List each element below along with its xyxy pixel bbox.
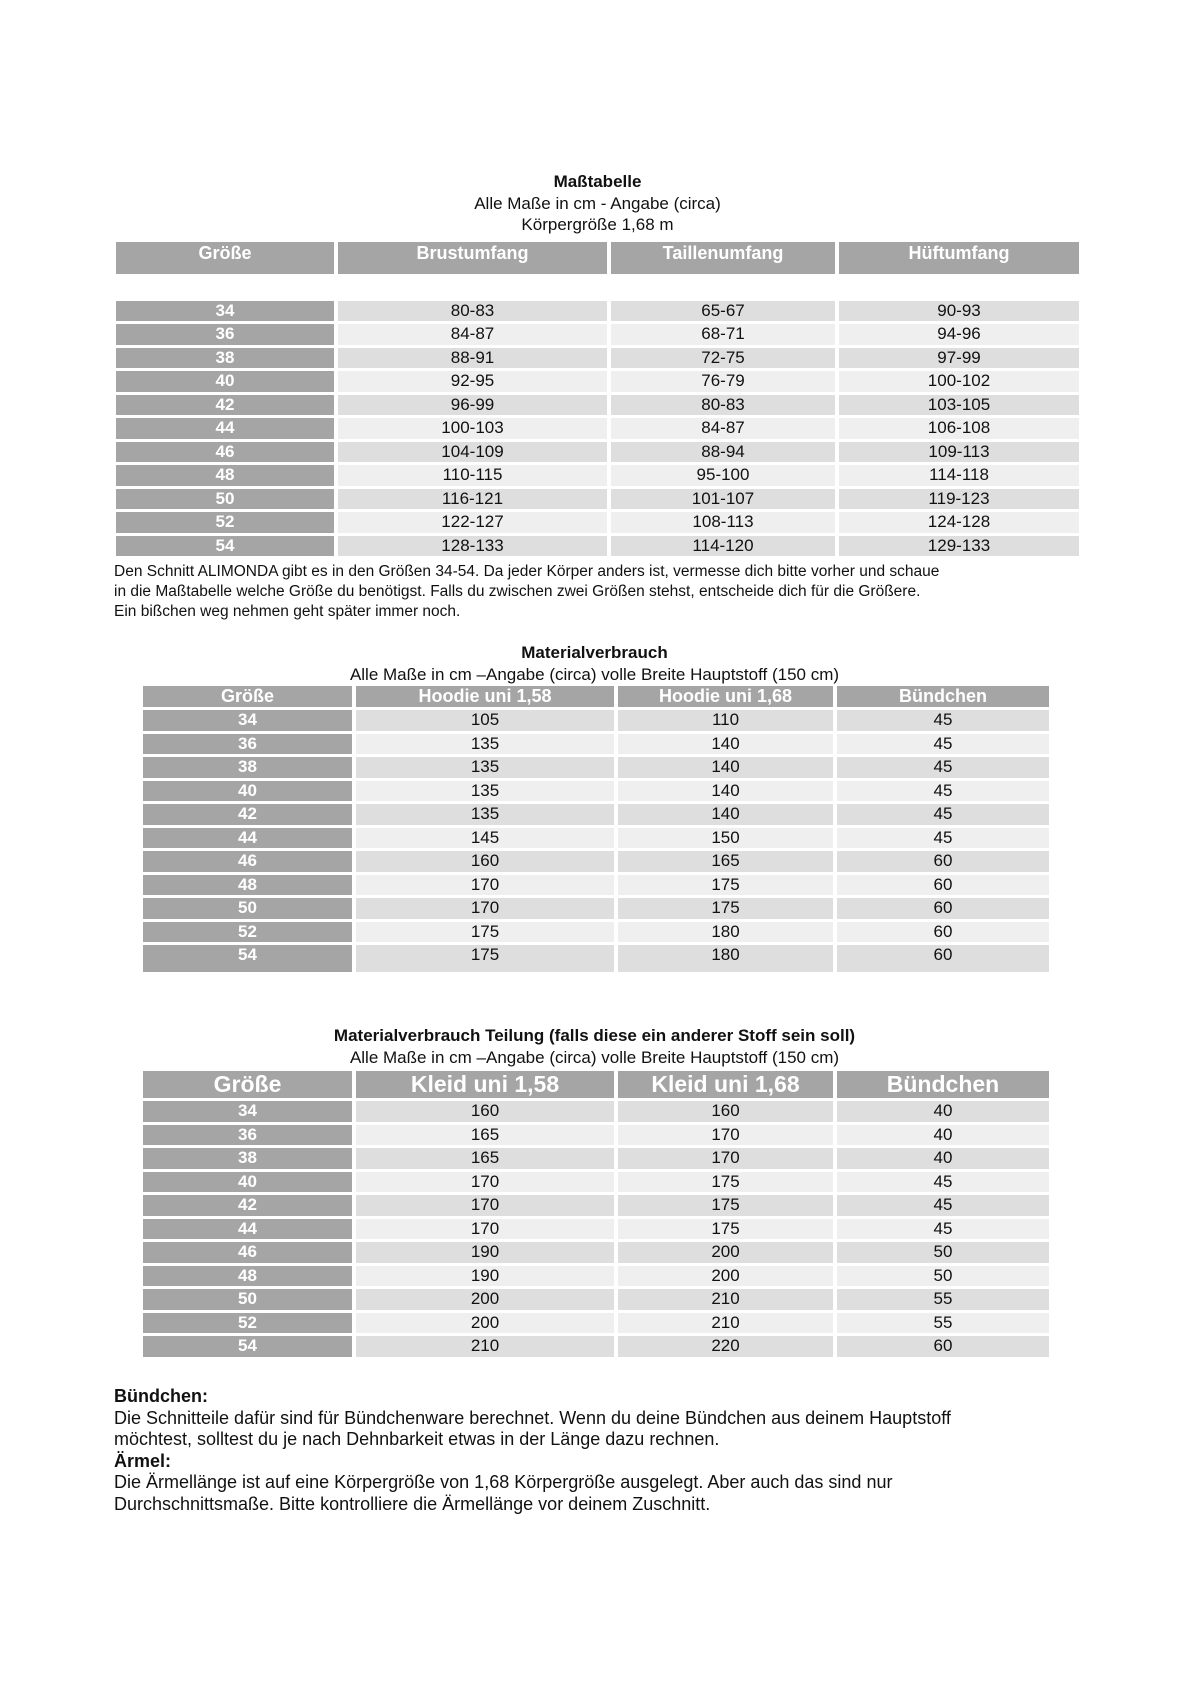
value-cell: 220	[618, 1336, 833, 1357]
value-cell: 88-94	[611, 442, 835, 463]
size-cell: 50	[143, 898, 352, 919]
value-cell: 55	[837, 1313, 1049, 1334]
table-row	[143, 875, 1049, 896]
value-cell: 68-71	[611, 324, 835, 345]
column-header: Kleid uni 1,58	[356, 1071, 614, 1098]
value-cell: 170	[356, 875, 614, 896]
value-cell: 119-123	[839, 489, 1079, 510]
value-cell: 170	[356, 1172, 614, 1193]
size-table-subtitle-height: Körpergröße 1,68 m	[521, 215, 674, 234]
size-cell: 52	[143, 922, 352, 943]
value-cell: 170	[356, 1195, 614, 1216]
column-header: Brustumfang	[338, 242, 607, 274]
value-cell: 124-128	[839, 512, 1079, 533]
value-cell: 80-83	[338, 301, 607, 322]
intro-line: Ein bißchen weg nehmen geht später immer noch.	[114, 603, 461, 620]
value-cell: 160	[356, 851, 614, 872]
table-row	[143, 1148, 1049, 1169]
sleeves-text-line: Durchschnittsmaße. Bitte kontrolliere die Ärmellänge vor deinem Zuschnitt.	[114, 1493, 711, 1514]
value-cell: 103-105	[839, 395, 1079, 416]
table-row	[143, 828, 1049, 849]
size-cell: 46	[143, 851, 352, 872]
table-row	[143, 710, 1049, 731]
material-table-title: Materialverbrauch	[521, 643, 668, 662]
material-table-subtitle: Alle Maße in cm –Angabe (circa) volle Breite Hauptstoff (150 cm)	[349, 665, 840, 684]
value-cell: 40	[837, 1125, 1049, 1146]
value-cell: 45	[837, 734, 1049, 755]
value-cell: 104-109	[338, 442, 607, 463]
table-row	[116, 324, 1079, 345]
size-cell: 54	[116, 536, 334, 557]
size-cell: 48	[116, 465, 334, 486]
value-cell: 145	[356, 828, 614, 849]
value-cell: 108-113	[611, 512, 835, 533]
division-table-heading	[139, 1025, 1050, 1068]
column-header: Bündchen	[837, 686, 1049, 707]
column-header: Taillenumfang	[611, 242, 835, 274]
value-cell: 101-107	[611, 489, 835, 510]
size-table-heading	[112, 171, 1083, 235]
size-cell: 48	[143, 1266, 352, 1287]
table-row	[116, 348, 1079, 369]
value-cell: 60	[837, 875, 1049, 896]
value-cell: 140	[618, 734, 833, 755]
table-row	[143, 1125, 1049, 1146]
table-row	[143, 1289, 1049, 1310]
value-cell: 65-67	[611, 301, 835, 322]
value-cell: 165	[618, 851, 833, 872]
size-table-title: Maßtabelle	[553, 172, 642, 191]
value-cell: 160	[356, 1101, 614, 1122]
division-table-header-row	[143, 1071, 1049, 1098]
table-row	[143, 781, 1049, 802]
size-cell: 48	[143, 875, 352, 896]
cuffs-heading: Bündchen:	[114, 1386, 208, 1406]
size-table	[112, 239, 1083, 559]
table-row	[143, 804, 1049, 825]
table-row	[143, 922, 1049, 943]
value-cell: 135	[356, 757, 614, 778]
value-cell: 84-87	[611, 418, 835, 439]
value-cell: 170	[618, 1148, 833, 1169]
value-cell: 170	[356, 898, 614, 919]
header-spacer	[116, 277, 1079, 298]
value-cell: 180	[618, 922, 833, 943]
column-header: Hüftumfang	[839, 242, 1079, 274]
table-row	[143, 1266, 1049, 1287]
size-cell: 36	[143, 734, 352, 755]
size-cell: 42	[143, 804, 352, 825]
table-row	[143, 851, 1049, 872]
value-cell: 60	[837, 851, 1049, 872]
value-cell: 80-83	[611, 395, 835, 416]
table-row	[116, 442, 1079, 463]
table-row	[116, 301, 1079, 322]
table-row	[116, 371, 1079, 392]
size-cell: 52	[143, 1313, 352, 1334]
size-cell: 44	[143, 828, 352, 849]
division-table-title: Materialverbrauch Teilung (falls diese ein anderer Stoff sein soll)	[333, 1026, 856, 1045]
value-cell: 94-96	[839, 324, 1079, 345]
value-cell: 170	[618, 1125, 833, 1146]
column-header: Kleid uni 1,68	[618, 1071, 833, 1098]
value-cell: 40	[837, 1148, 1049, 1169]
value-cell: 175	[356, 922, 614, 943]
material-table-heading	[139, 642, 1050, 685]
value-cell: 97-99	[839, 348, 1079, 369]
value-cell: 190	[356, 1242, 614, 1263]
value-cell: 175	[356, 945, 614, 972]
value-cell: 175	[618, 875, 833, 896]
value-cell: 72-75	[611, 348, 835, 369]
value-cell: 114-120	[611, 536, 835, 557]
value-cell: 45	[837, 804, 1049, 825]
table-row	[143, 1336, 1049, 1357]
column-header: Größe	[143, 1071, 352, 1098]
size-cell: 34	[143, 710, 352, 731]
value-cell: 95-100	[611, 465, 835, 486]
size-cell: 38	[143, 757, 352, 778]
value-cell: 140	[618, 781, 833, 802]
value-cell: 45	[837, 757, 1049, 778]
table-row	[116, 418, 1079, 439]
value-cell: 100-102	[839, 371, 1079, 392]
value-cell: 105	[356, 710, 614, 731]
value-cell: 200	[356, 1289, 614, 1310]
size-cell: 40	[143, 1172, 352, 1193]
size-cell: 50	[116, 489, 334, 510]
table-row	[143, 1242, 1049, 1263]
table-row	[116, 489, 1079, 510]
value-cell: 175	[618, 1195, 833, 1216]
size-cell: 50	[143, 1289, 352, 1310]
value-cell: 55	[837, 1289, 1049, 1310]
table-row	[143, 1101, 1049, 1122]
sleeves-text-line: Die Ärmellänge ist auf eine Körpergröße von 1,68 Körpergröße ausgelegt. Aber auch das sind nur	[114, 1472, 893, 1492]
size-cell: 46	[143, 1242, 352, 1263]
intro-paragraph	[114, 562, 1094, 622]
size-cell: 34	[143, 1101, 352, 1122]
column-header: Hoodie uni 1,68	[618, 686, 833, 707]
value-cell: 45	[837, 1195, 1049, 1216]
size-cell: 38	[116, 348, 334, 369]
value-cell: 45	[837, 1172, 1049, 1193]
column-header: Bündchen	[837, 1071, 1049, 1098]
table-row	[143, 1195, 1049, 1216]
size-table-subtitle-units: Alle Maße in cm - Angabe (circa)	[474, 194, 721, 213]
value-cell: 116-121	[338, 489, 607, 510]
size-cell: 34	[116, 301, 334, 322]
table-row	[116, 536, 1079, 557]
size-cell: 46	[116, 442, 334, 463]
value-cell: 129-133	[839, 536, 1079, 557]
intro-line: in die Maßtabelle welche Größe du benötigst. Falls du zwischen zwei Größen stehst, entscheide dich für die Größere.	[114, 583, 921, 600]
size-cell: 42	[143, 1195, 352, 1216]
value-cell: 45	[837, 828, 1049, 849]
value-cell: 165	[356, 1148, 614, 1169]
value-cell: 50	[837, 1266, 1049, 1287]
value-cell: 210	[618, 1289, 833, 1310]
size-cell: 40	[116, 371, 334, 392]
column-header: Größe	[116, 242, 334, 274]
material-table-header-row	[143, 686, 1049, 707]
value-cell: 60	[837, 898, 1049, 919]
size-cell: 38	[143, 1148, 352, 1169]
value-cell: 96-99	[338, 395, 607, 416]
value-cell: 110	[618, 710, 833, 731]
value-cell: 60	[837, 945, 1049, 972]
value-cell: 45	[837, 781, 1049, 802]
value-cell: 40	[837, 1101, 1049, 1122]
material-table	[139, 683, 1053, 975]
table-row	[143, 757, 1049, 778]
column-header: Hoodie uni 1,58	[356, 686, 614, 707]
value-cell: 110-115	[338, 465, 607, 486]
size-cell: 42	[116, 395, 334, 416]
table-row	[143, 1313, 1049, 1334]
table-row	[143, 734, 1049, 755]
value-cell: 100-103	[338, 418, 607, 439]
value-cell: 170	[356, 1219, 614, 1240]
intro-line: Den Schnitt ALIMONDA gibt es in den Größen 34-54. Da jeder Körper anders ist, vermesse dich bitte vorher und schaue	[114, 563, 940, 580]
value-cell: 90-93	[839, 301, 1079, 322]
value-cell: 210	[356, 1336, 614, 1357]
value-cell: 60	[837, 1336, 1049, 1357]
size-cell: 52	[116, 512, 334, 533]
table-row	[143, 945, 1049, 972]
value-cell: 45	[837, 710, 1049, 731]
value-cell: 128-133	[338, 536, 607, 557]
value-cell: 165	[356, 1125, 614, 1146]
value-cell: 175	[618, 898, 833, 919]
size-table-header-row	[116, 242, 1079, 274]
size-cell: 44	[143, 1219, 352, 1240]
size-cell: 36	[143, 1125, 352, 1146]
value-cell: 200	[618, 1242, 833, 1263]
value-cell: 180	[618, 945, 833, 972]
value-cell: 106-108	[839, 418, 1079, 439]
table-row	[143, 1219, 1049, 1240]
column-header: Größe	[143, 686, 352, 707]
size-cell: 54	[143, 945, 352, 972]
size-cell: 40	[143, 781, 352, 802]
cuffs-text-line: möchtest, solltest du je nach Dehnbarkeit etwas in der Länge dazu rechnen.	[114, 1429, 720, 1449]
value-cell: 60	[837, 922, 1049, 943]
value-cell: 92-95	[338, 371, 607, 392]
value-cell: 84-87	[338, 324, 607, 345]
value-cell: 135	[356, 804, 614, 825]
value-cell: 45	[837, 1219, 1049, 1240]
value-cell: 160	[618, 1101, 833, 1122]
value-cell: 140	[618, 804, 833, 825]
notes-section	[114, 1386, 1094, 1515]
table-row	[116, 465, 1079, 486]
value-cell: 50	[837, 1242, 1049, 1263]
value-cell: 76-79	[611, 371, 835, 392]
value-cell: 135	[356, 781, 614, 802]
value-cell: 109-113	[839, 442, 1079, 463]
cuffs-text-line: Die Schnitteile dafür sind für Bündchenware berechnet. Wenn du deine Bündchen aus deinem Hauptstoff	[114, 1407, 951, 1428]
value-cell: 200	[356, 1313, 614, 1334]
size-cell: 36	[116, 324, 334, 345]
value-cell: 175	[618, 1172, 833, 1193]
division-table	[139, 1068, 1053, 1360]
value-cell: 210	[618, 1313, 833, 1334]
value-cell: 114-118	[839, 465, 1079, 486]
table-row	[116, 512, 1079, 533]
value-cell: 140	[618, 757, 833, 778]
sleeves-heading: Ärmel:	[114, 1450, 172, 1471]
value-cell: 190	[356, 1266, 614, 1287]
table-row	[143, 898, 1049, 919]
value-cell: 200	[618, 1266, 833, 1287]
value-cell: 135	[356, 734, 614, 755]
size-cell: 54	[143, 1336, 352, 1357]
division-table-subtitle: Alle Maße in cm –Angabe (circa) volle Breite Hauptstoff (150 cm)	[349, 1048, 840, 1067]
table-row	[116, 395, 1079, 416]
value-cell: 175	[618, 1219, 833, 1240]
value-cell: 88-91	[338, 348, 607, 369]
value-cell: 150	[618, 828, 833, 849]
table-row	[143, 1172, 1049, 1193]
size-cell: 44	[116, 418, 334, 439]
value-cell: 122-127	[338, 512, 607, 533]
